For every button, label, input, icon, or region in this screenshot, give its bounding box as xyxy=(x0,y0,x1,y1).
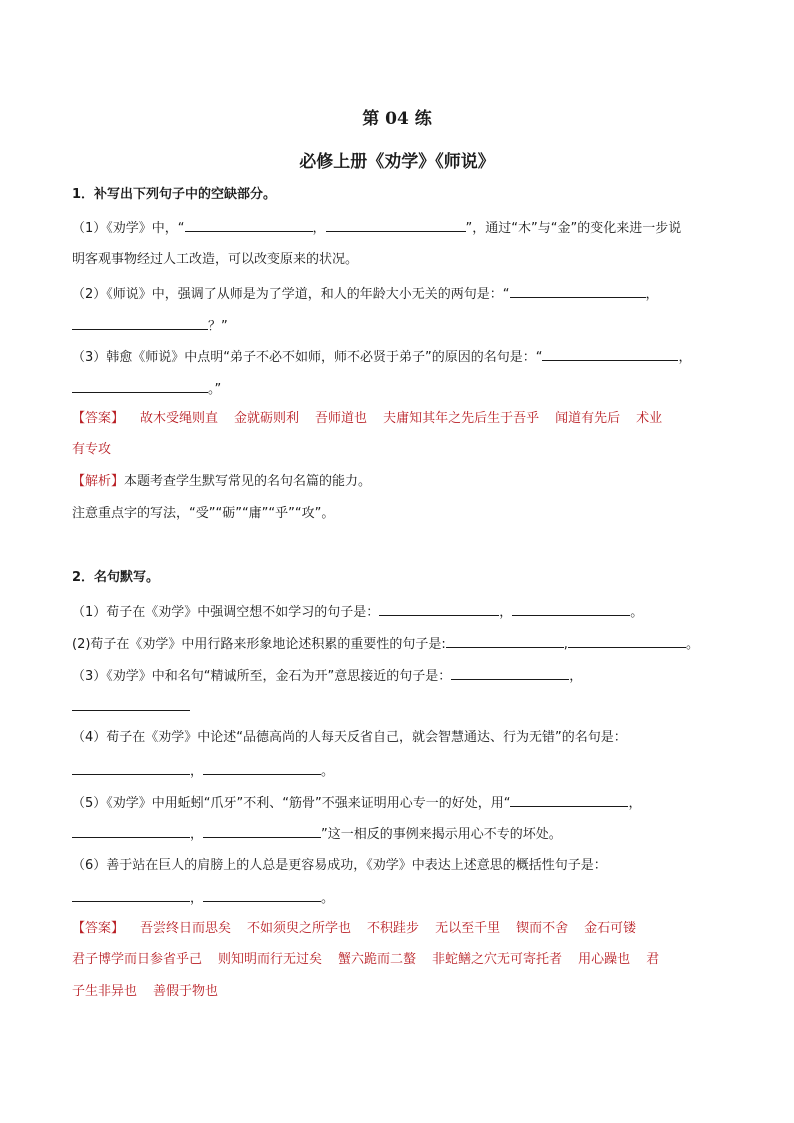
punctuation: 。 xyxy=(321,764,335,779)
answer-item: 不如须臾之所学也 xyxy=(247,921,352,936)
q1-note xyxy=(72,505,334,523)
q2-part4-line2 xyxy=(72,761,334,781)
q1-heading-text: 1．补写出下列句子中的空缺部分。 xyxy=(72,187,277,202)
punctuation: ， xyxy=(628,796,642,811)
fill-blank[interactable] xyxy=(203,824,321,838)
fill-blank[interactable] xyxy=(72,888,190,902)
q2-answer-line3 xyxy=(72,983,218,1001)
answer-item: 则知明而行无过矣 xyxy=(218,952,323,967)
q2-part1 xyxy=(72,602,643,622)
analysis-tag: 【解析】 xyxy=(72,474,125,489)
punctuation: ， xyxy=(190,764,204,779)
answer-item: 蟹六跪而二螯 xyxy=(338,952,417,967)
answer-item: 无以至千里 xyxy=(435,921,501,936)
fill-blank[interactable] xyxy=(203,761,321,775)
answer-item: 子生非异也 xyxy=(72,984,138,999)
fill-blank[interactable] xyxy=(568,634,686,648)
q2-part5-line1 xyxy=(72,793,641,813)
q2-part4-prompt: （4）荀子在《劝学》中论述“品德高尚的人每天反省自己，就会智慧通达、行为无错”的名句是： xyxy=(72,730,627,745)
q2-part6-line2 xyxy=(72,888,334,908)
punctuation: ， xyxy=(569,669,583,684)
punctuation: ， xyxy=(312,221,326,236)
answer-item: 吾尝终日而思矣 xyxy=(140,921,232,936)
fill-blank[interactable] xyxy=(446,634,564,648)
q2-part3-prompt: （3）《劝学》中和名句“精诚所至，金石为开”意思接近的句子是： xyxy=(72,669,452,684)
punctuation: ， xyxy=(678,350,692,365)
q1-part1-prompt: （1）《劝学》中，“ xyxy=(72,221,185,236)
q2-part4-line1 xyxy=(72,729,627,747)
q1-part2-line1 xyxy=(72,284,659,304)
fill-blank[interactable] xyxy=(72,379,208,393)
document-subtitle: 必修上册《劝学》《师说》 xyxy=(299,152,495,172)
q1-part2-line2 xyxy=(72,316,228,336)
q1-analysis xyxy=(72,473,371,491)
q1-answer-line1 xyxy=(72,410,662,428)
punctuation: ？” xyxy=(208,319,228,334)
q1-part2-prompt: （2）《师说》中，强调了从师是为了学道，和人的年龄大小无关的两句是：“ xyxy=(72,287,510,302)
answer-item: 夫庸知其年之先后生于吾乎 xyxy=(383,411,540,426)
fill-blank[interactable] xyxy=(72,316,208,330)
punctuation: ， xyxy=(190,891,204,906)
fill-blank[interactable] xyxy=(451,666,569,680)
q2-part1-prompt: （1）荀子在《劝学》中强调空想不如学习的句子是： xyxy=(72,605,380,620)
answer-tag: 【答案】 xyxy=(72,411,125,426)
punctuation: 。 xyxy=(630,605,644,620)
q2-part3-line2 xyxy=(72,697,190,717)
analysis-text: 本题考查学生默写常见的名句名篇的能力。 xyxy=(124,474,372,489)
fill-blank[interactable] xyxy=(185,218,313,232)
punctuation: 。 xyxy=(685,637,699,652)
q1-part3-line1 xyxy=(72,347,692,367)
q2-part5-prompt-end: ”这一相反的事例来揭示用心不专的坏处。 xyxy=(321,827,562,842)
fill-blank[interactable] xyxy=(512,602,630,616)
q1-part1-prompt-cont: ”，通过“木”与“金”的变化来进一步说 xyxy=(465,221,682,236)
document-title: 第 04 练 xyxy=(362,109,432,129)
answer-item: 锲而不舍 xyxy=(516,921,569,936)
q1-part1-line1 xyxy=(72,218,681,238)
q2-part3-line1 xyxy=(72,666,582,686)
answer-item: 善假于物也 xyxy=(153,984,219,999)
punctuation: 。” xyxy=(208,382,222,397)
fill-blank[interactable] xyxy=(542,347,678,361)
answer-item: 不积跬步 xyxy=(367,921,420,936)
q2-part2 xyxy=(72,634,699,654)
fill-blank[interactable] xyxy=(379,602,499,616)
q1-answer-line2 xyxy=(72,441,111,459)
note-text: 注意重点字的写法，“受”“砺”“庸”“乎”“攻”。 xyxy=(72,506,335,521)
punctuation: ， xyxy=(645,287,659,302)
fill-blank[interactable] xyxy=(326,218,466,232)
q1-heading xyxy=(72,186,276,204)
fill-blank[interactable] xyxy=(72,824,190,838)
q2-part5-line2 xyxy=(72,824,562,844)
answer-item: 金就砺则利 xyxy=(234,411,300,426)
q2-heading xyxy=(72,569,159,587)
q2-heading-text: 2．名句默写。 xyxy=(72,570,160,585)
answer-item: 君子博学而日参省乎己 xyxy=(72,952,203,967)
q2-answer-line1 xyxy=(72,920,636,938)
q1-part3-prompt: （3）韩愈《师说》中点明“弟子不必不如师，师不必贤于弟子”的原因的名句是：“ xyxy=(72,350,543,365)
fill-blank[interactable] xyxy=(72,697,190,711)
punctuation: ， xyxy=(190,827,204,842)
answer-item: 用心躁也 xyxy=(578,952,631,967)
fill-blank[interactable] xyxy=(203,888,321,902)
q2-answer-line2 xyxy=(72,951,659,969)
punctuation: 。 xyxy=(321,891,335,906)
punctuation: , xyxy=(563,637,568,652)
answer-item: 金石可镂 xyxy=(584,921,637,936)
q2-part5-prompt: （5）《劝学》中用蚯蚓“爪牙”不利、“筋骨”不强来证明用心专一的好处，用“ xyxy=(72,796,511,811)
answer-item: 故木受绳则直 xyxy=(140,411,219,426)
answer-item: 君 xyxy=(646,952,660,967)
answer-item: 吾师道也 xyxy=(315,411,368,426)
fill-blank[interactable] xyxy=(510,793,628,807)
q2-part6-line1 xyxy=(72,857,607,875)
q2-part2-prompt: (2)荀子在《劝学》中用行路来形象地论述积累的重要性的句子是: xyxy=(72,637,446,652)
q1-part1-prompt-end: 明客观事物经过人工改造，可以改变原来的状况。 xyxy=(72,252,359,267)
answer-item: 非蛇鳝之穴无可寄托者 xyxy=(432,952,563,967)
q1-part3-line2 xyxy=(72,379,221,399)
q2-part6-prompt: （6）善于站在巨人的肩膀上的人总是更容易成功，《劝学》中表达上述意思的概括性句子是： xyxy=(72,858,607,873)
answer-item: 有专攻 xyxy=(72,442,112,457)
answer-tag: 【答案】 xyxy=(72,921,125,936)
answer-item: 术业 xyxy=(636,411,663,426)
fill-blank[interactable] xyxy=(72,761,190,775)
punctuation: ， xyxy=(499,605,513,620)
answer-item: 闻道有先后 xyxy=(555,411,621,426)
q1-part1-line2 xyxy=(72,251,358,269)
fill-blank[interactable] xyxy=(510,284,646,298)
